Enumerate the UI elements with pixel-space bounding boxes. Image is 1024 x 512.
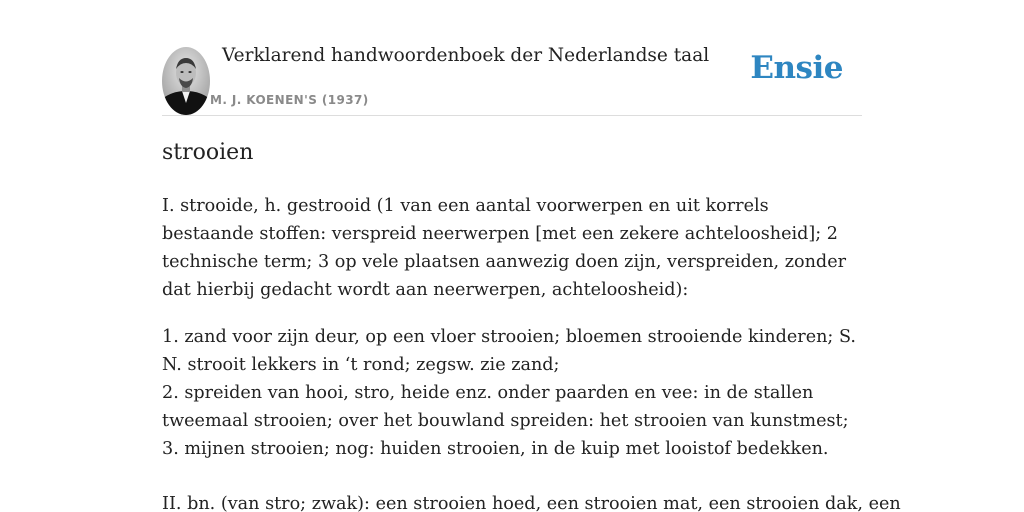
entry-definition — [162, 192, 862, 304]
entry-senses — [162, 323, 862, 463]
book-title: Verklarend handwoordenboek der Nederlandse taal — [222, 45, 710, 66]
brand-logo-link[interactable]: Ensie — [750, 50, 843, 86]
definition-text: I. strooide, h. gestrooid (1 van een aantal voorwerpen en uit korrels bestaande stoffen: verspreid neerwerpen [met een zekere achteloosheid]; 2 technische term; 3 op vele plaatsen aanwezig doen zijn, verspreiden, zonder dat hierbij gedacht wordt aan neerwerpen, achteloosheid): — [162, 196, 847, 300]
book-author: M. J. KOENEN'S (1937) — [210, 93, 369, 107]
sense-item: 1. zand voor zijn deur, op een vloer strooien; bloemen strooiende kinderen; S. N. strooit lekkers in ‘t rond; zegsw. zie zand; — [162, 327, 856, 375]
entry-adjective: II. bn. (van stro; zwak): een strooien hoed, een strooien mat, een strooien dak, een — [162, 494, 901, 512]
entry-headword: strooien — [162, 140, 254, 165]
content-container — [162, 0, 901, 512]
site-header — [162, 0, 862, 116]
author-portrait-icon — [162, 47, 210, 115]
sense-item: 3. mijnen strooien; nog: huiden strooien, in de kuip met looistof bedekken. — [162, 439, 829, 459]
sense-item: 2. spreiden van hooi, stro, heide enz. onder paarden en vee: in de stallen tweemaal strooien; over het bouwland spreiden: het strooien van kunstmest; — [162, 383, 849, 431]
